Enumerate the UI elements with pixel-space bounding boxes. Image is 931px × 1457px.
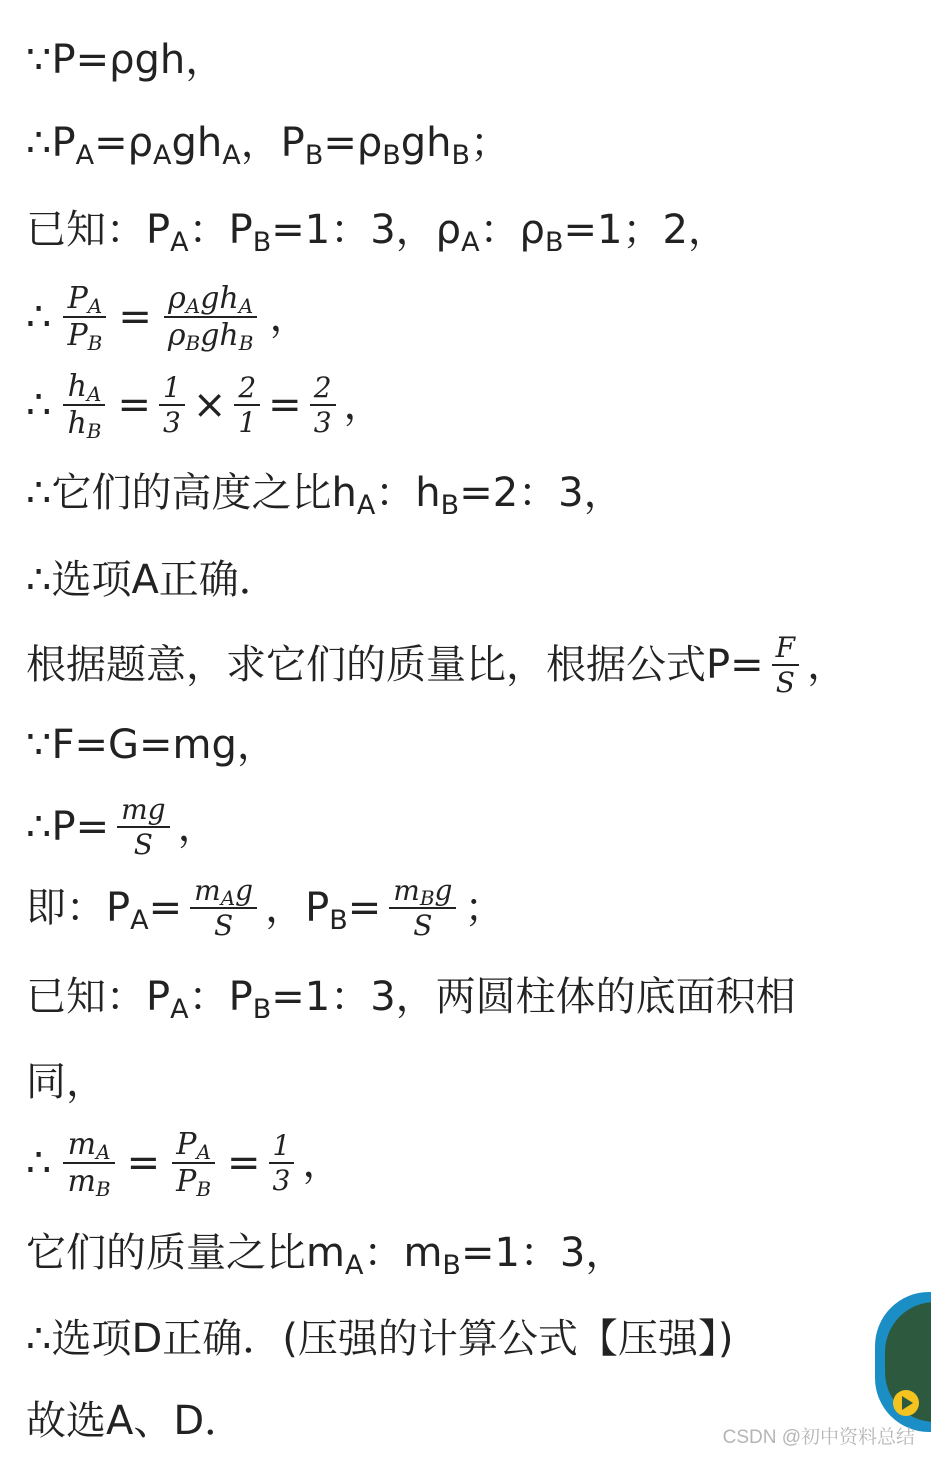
denominator: 3 [272, 1164, 291, 1197]
text: 同， [26, 1059, 106, 1105]
subscript: B [86, 419, 102, 443]
subscript: B [442, 1249, 461, 1281]
denominator: P [67, 318, 88, 353]
subscript: A [170, 993, 189, 1025]
denominator: S [133, 828, 153, 861]
text: ， [343, 382, 384, 428]
subscript: B [238, 331, 254, 355]
denominator: S [214, 909, 234, 942]
numerator: F [775, 630, 796, 664]
text: =1；2， [563, 207, 728, 253]
denominator: S [413, 909, 433, 942]
text: gh [171, 120, 223, 166]
numerator: m [393, 873, 420, 907]
denominator: gh [200, 318, 239, 353]
text: ∴ [26, 1140, 52, 1186]
subscript: B [252, 993, 272, 1025]
line-1 [26, 25, 225, 95]
subscript: B [451, 139, 471, 171]
line-16 [26, 1304, 733, 1374]
numerator: P [67, 280, 88, 316]
text: 它们的质量之比m [26, 1230, 345, 1276]
equals: = [268, 382, 302, 428]
fraction [117, 792, 169, 861]
text: =2：3， [459, 470, 624, 516]
numerator: m [194, 873, 221, 907]
text: ， [807, 642, 848, 688]
text: ：P [188, 207, 253, 253]
denominator: 1 [238, 406, 257, 439]
fraction [63, 1126, 114, 1201]
subscript: A [75, 139, 95, 171]
line-15 [26, 1218, 625, 1288]
line-4 [26, 280, 310, 355]
text: =ρ [94, 120, 153, 166]
text: ∴P [26, 120, 76, 166]
fraction [63, 280, 106, 355]
numerator: g [235, 873, 254, 907]
text: gh [400, 120, 452, 166]
text: ∴ [26, 294, 52, 340]
denominator: 3 [163, 406, 181, 439]
numerator: 2 [238, 370, 257, 404]
subscript: B [544, 226, 564, 258]
text: ∴选项A正确． [26, 557, 279, 603]
text: ∵P=ρgh， [26, 37, 226, 83]
denominator: P [176, 1164, 197, 1199]
line-12 [26, 962, 796, 1032]
numerator: P [176, 1126, 197, 1162]
text: 已知：P [26, 974, 171, 1020]
text: 故选A、D． [26, 1398, 245, 1444]
text: 已知：P [26, 207, 171, 253]
subscript: B [440, 489, 460, 521]
equals: = [126, 1140, 161, 1186]
text: = [148, 885, 183, 931]
subscript: B [382, 139, 401, 171]
text: ； [470, 120, 511, 166]
numerator: m [67, 1126, 97, 1162]
denominator: 3 [313, 406, 332, 439]
text: 根据题意，求它们的质量比，根据公式P= [26, 642, 764, 688]
denominator: S [775, 666, 795, 699]
fraction [310, 370, 336, 439]
subscript: A [196, 1139, 211, 1164]
line-10 [26, 792, 218, 862]
text: =ρ [323, 120, 383, 166]
numerator: mg [121, 792, 166, 826]
subscript: A [222, 139, 241, 171]
text: ∴ [26, 382, 52, 428]
text: ∵F=G=mg， [26, 722, 277, 768]
line-2 [26, 108, 510, 178]
subscript: A [130, 904, 149, 936]
denominator: m [67, 1164, 96, 1199]
subscript: B [87, 331, 103, 355]
text: ：P [188, 974, 253, 1020]
video-play-icon[interactable] [875, 1292, 931, 1432]
subscript: A [170, 226, 189, 258]
line-11 [26, 873, 504, 943]
subscript: A [87, 293, 103, 318]
subscript: A [86, 381, 102, 406]
subscript: B [252, 226, 272, 258]
line-3 [26, 195, 728, 265]
text: ：ρ [479, 207, 545, 253]
numerator: ρ [168, 280, 186, 316]
text: = [347, 885, 382, 931]
fraction [172, 1126, 215, 1201]
subscript: A [461, 226, 480, 258]
text: =1：3， [460, 1230, 626, 1276]
watermark: CSDN @初中资料总结 [722, 1427, 915, 1448]
text: ， [302, 1140, 343, 1186]
subscript: A [238, 293, 254, 318]
numerator: gh [200, 280, 239, 316]
equals: = [227, 1140, 261, 1186]
text: =1：3，两圆柱体的底面积相 [271, 974, 796, 1020]
text: ， [177, 804, 218, 850]
line-5 [26, 368, 384, 443]
subscript: B [95, 1177, 111, 1201]
play-icon[interactable] [893, 1390, 919, 1416]
numerator: 1 [163, 370, 181, 404]
numerator: 1 [272, 1128, 291, 1162]
subscript: B [419, 885, 435, 910]
subscript: A [356, 489, 376, 521]
text: ； [464, 885, 505, 931]
text: ，P [265, 885, 330, 931]
numerator: g [434, 873, 453, 907]
line-7 [26, 545, 279, 615]
equals: = [117, 382, 151, 428]
numerator: h [67, 368, 87, 404]
fraction [159, 370, 185, 439]
subscript: A [185, 293, 201, 318]
subscript: B [329, 904, 348, 936]
text: ：h [375, 470, 441, 516]
line-8 [26, 630, 847, 700]
subscript: A [152, 139, 172, 171]
fraction [164, 280, 258, 355]
denominator: h [67, 406, 87, 441]
numerator: 2 [313, 370, 332, 404]
subscript: A [96, 1139, 111, 1164]
fraction [190, 873, 257, 942]
fraction [63, 368, 105, 443]
subscript: B [196, 1177, 212, 1201]
equals: = [118, 294, 152, 340]
subscript: B [304, 139, 324, 171]
times: × [192, 382, 227, 428]
subscript: B [185, 331, 201, 355]
text: 即：P [26, 885, 131, 931]
text: ， [269, 294, 310, 340]
text: =1：3，ρ [271, 207, 462, 253]
text: ：m [363, 1230, 443, 1276]
fraction [389, 873, 456, 942]
text: ∴选项D正确．(压强的计算公式【压强】) [26, 1316, 734, 1362]
text: ，P [240, 120, 305, 166]
text: ∴P= [26, 804, 110, 850]
fraction [234, 370, 260, 439]
line-6 [26, 458, 624, 528]
subscript: A [220, 885, 236, 910]
fraction [772, 630, 799, 699]
line-14 [26, 1126, 343, 1201]
denominator: ρ [167, 318, 186, 353]
subscript: A [344, 1249, 364, 1281]
line-17 [26, 1386, 244, 1456]
line-13 [26, 1047, 106, 1117]
text: ∴它们的高度之比h [26, 470, 357, 516]
line-9 [26, 710, 277, 780]
fraction [269, 1128, 295, 1197]
